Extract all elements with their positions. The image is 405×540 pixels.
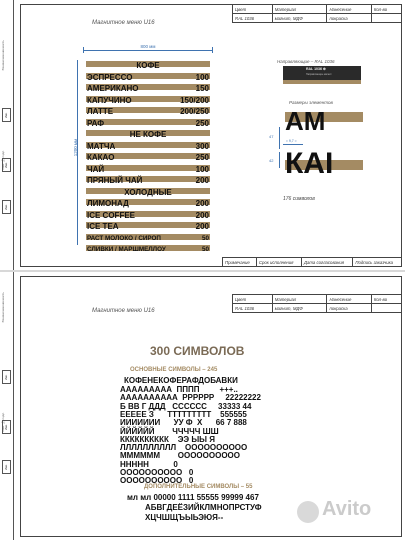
extra-symbols-label: ДОПОЛНИТЕЛЬНЫЕ СИМВОЛЫ – 55	[144, 484, 253, 490]
tb-value-qty	[371, 304, 401, 313]
menu-item-price: 100	[195, 72, 209, 82]
symbol-line: Б ВВ Г ДДД СССССС 33333 44	[120, 401, 252, 411]
watermark: Avito	[322, 498, 372, 520]
tb-header-material: Материал	[272, 295, 327, 304]
menu-item-price: 150	[195, 84, 209, 93]
symbol-line: ММММММ ОООООООООО	[120, 451, 240, 461]
holder-label: Направляющие – RAL 1036	[277, 59, 335, 64]
menu-item	[86, 165, 210, 177]
width-dimension	[83, 44, 213, 52]
title-block-table	[232, 4, 402, 23]
menu-item	[86, 84, 210, 96]
menu-section-name: НЕ КОФЕ	[129, 130, 167, 139]
menu-item-name: ЛАТТЕ	[87, 107, 114, 116]
dim-47: 47	[269, 134, 274, 139]
tb-header-color: Цвет	[233, 5, 273, 14]
margin-text: Взаимозаменяемость	[1, 292, 5, 323]
menu-item	[86, 222, 210, 234]
menu-item	[86, 176, 210, 188]
menu-item-price: 300	[195, 141, 209, 151]
menu-section-header	[86, 130, 210, 142]
symbols-count: 176 символов	[283, 196, 315, 202]
drawing-sheet-2	[0, 272, 405, 540]
basic-symbols-label: ОСНОВНЫЕ СИМВОЛЫ – 245	[130, 367, 218, 373]
title-block-table	[232, 294, 402, 313]
menu-item-name: ЭСПРЕССО	[87, 72, 133, 82]
menu-item	[86, 245, 210, 257]
holder-inner-text: Направляющие магнит	[306, 73, 332, 76]
extra-symbol-line: АБВГДЕЁЗИЙКЛМНОПРСТУФ	[145, 503, 262, 512]
margin-box: Инв.	[2, 370, 11, 384]
menu-item-price: 100	[195, 164, 209, 174]
sheet-title: Магнитное меню U16	[92, 20, 155, 26]
basic-symbols-head: КОФЕНЕКОФЕРАФДОБАВКИ	[124, 376, 238, 385]
menu-item-price: 200	[195, 199, 209, 208]
menu-item	[86, 234, 210, 246]
menu-item-price: 150/200	[180, 95, 209, 105]
tb-header-color: Цвет	[233, 295, 273, 304]
margin-text: Взаимозаменяемость	[1, 40, 5, 71]
menu-item	[86, 199, 210, 211]
tb-value-application: покраска	[327, 14, 371, 23]
menu-board	[86, 61, 210, 257]
tb-value-color: RAL 1036	[233, 14, 273, 23]
symbol-line: ЕЕЕЕЕ З ТТТТТТТТТ 555555	[120, 409, 247, 419]
menu-item-name: ICE TEA	[87, 222, 119, 231]
menu-section-name: КОФЕ	[136, 61, 160, 70]
watermark-icon	[297, 501, 319, 523]
symbol-line: ЛЛЛЛЛЛЛЛЛЛ ОООООООООО	[120, 443, 248, 453]
menu-item	[86, 153, 210, 165]
margin-text: Инв. № подл.	[1, 412, 5, 432]
tb-value-qty	[371, 14, 401, 23]
menu-item-name: МАТЧА	[87, 141, 116, 151]
symbol-line: ОООООООООО 0	[120, 476, 194, 486]
menu-section-name: ХОЛОДНЫЕ	[124, 187, 172, 197]
sheet-title: Магнитное меню U16	[92, 308, 155, 314]
bt-approval-date: Дата согласования	[301, 258, 352, 267]
menu-item-price: 250	[195, 118, 209, 128]
symbol-line: АААААААААА РРРРРР 22222222	[120, 393, 261, 403]
tb-header-application: Нанесение	[327, 295, 371, 304]
tb-header-qty: Кол-во	[371, 295, 401, 304]
bt-note: Примечание	[223, 258, 257, 267]
extra-symbol-line: ХЦЧШЩЪЫЬЭЮЯ--	[145, 513, 224, 522]
margin-box: Изм.	[2, 420, 11, 434]
tb-value-color: RAL 1036	[233, 304, 273, 313]
menu-item	[86, 142, 210, 154]
symbols-main-title: 300 СИМВОЛОВ	[150, 344, 245, 358]
margin-box: Изм.	[2, 460, 11, 474]
left-margin	[0, 272, 14, 540]
margin-box: Изм.	[2, 158, 11, 172]
big-letters-kai: КАІ	[285, 147, 334, 180]
menu-section-header	[86, 61, 210, 73]
menu-item-price: 200/250	[180, 107, 209, 116]
bt-signature: Подпись заказчика	[353, 258, 402, 267]
margin-box: Изм.	[2, 200, 11, 214]
margin-box: Инв.	[2, 108, 11, 122]
menu-item-price: 250	[195, 153, 209, 162]
extra-symbol-line: мл мл 00000 1111 55555 99999 467	[127, 493, 259, 502]
holder-inner-text: RAL 1036 ⊕	[306, 67, 326, 71]
menu-item-name: РАФ	[87, 118, 105, 128]
margin-text: Инв. № подл.	[1, 150, 5, 170]
menu-item-name: СЛИВКИ / МАРШМЕЛЛОУ	[87, 246, 166, 253]
holder-rail	[283, 66, 361, 80]
symbol-line: ЙЙЙЙЙЙ ЧЧЧЧЧ ШШ	[120, 426, 219, 436]
menu-item-name: ЧАЙ	[87, 164, 105, 174]
symbol-line: ААААААААА ПППП +++..	[120, 385, 238, 394]
width-dimension-label: 800 мм	[140, 44, 156, 49]
menu-item-price: 200	[195, 210, 209, 220]
big-letters-am: АМ	[285, 106, 326, 136]
menu-item-name: ICE COFFEE	[87, 210, 136, 220]
menu-item	[86, 211, 210, 223]
menu-item-name: КАКАО	[87, 153, 115, 162]
menu-item-price: 200	[195, 222, 209, 231]
menu-item-name: ЛИМОНАД	[87, 199, 129, 208]
height-dimension	[72, 60, 80, 245]
bt-deadline: Срок исполнения	[256, 258, 301, 267]
dim-9: ≈ 9,7 ≈	[286, 139, 297, 143]
menu-item-name: КАПУЧИНО	[87, 95, 132, 105]
gold-strip	[283, 80, 361, 84]
menu-item-price: 50	[201, 234, 209, 242]
menu-item-name: РАСТ МОЛОКО / СИРОП	[87, 234, 161, 242]
tb-header-material: Материал	[272, 5, 327, 14]
bottom-table	[222, 257, 402, 267]
symbol-line: ННННН 0	[120, 459, 178, 469]
symbol-line: КККККККККК ЭЭ ЫЫ Я	[120, 434, 215, 444]
height-dimension-label: 1200 мм	[73, 138, 79, 157]
tb-header-qty: Кол-во	[371, 5, 401, 14]
tb-value-material: магнит, МДФ	[272, 14, 327, 23]
menu-item-price: 200	[195, 176, 209, 185]
tb-header-application: Нанесение	[327, 5, 371, 14]
dim-42: 42	[269, 158, 274, 163]
menu-item	[86, 119, 210, 131]
tb-value-application: покраска	[327, 304, 371, 313]
menu-section-header	[86, 188, 210, 200]
sizes-label: Размеры элементов	[289, 100, 333, 105]
left-margin	[0, 0, 14, 270]
menu-item	[86, 73, 210, 85]
menu-item-name: ПРЯНЫЙ ЧАЙ	[87, 176, 143, 185]
menu-item-price: 50	[201, 246, 209, 253]
tb-value-material: магнит, МДФ	[272, 304, 327, 313]
symbol-line: ОООООООООО 0	[120, 468, 194, 477]
menu-item-name: АМЕРИКАНО	[87, 84, 139, 93]
symbol-line: ИИИИИИИ УУ Ф Х 66 7 888	[120, 418, 247, 428]
menu-item	[86, 107, 210, 119]
menu-item	[86, 96, 210, 108]
